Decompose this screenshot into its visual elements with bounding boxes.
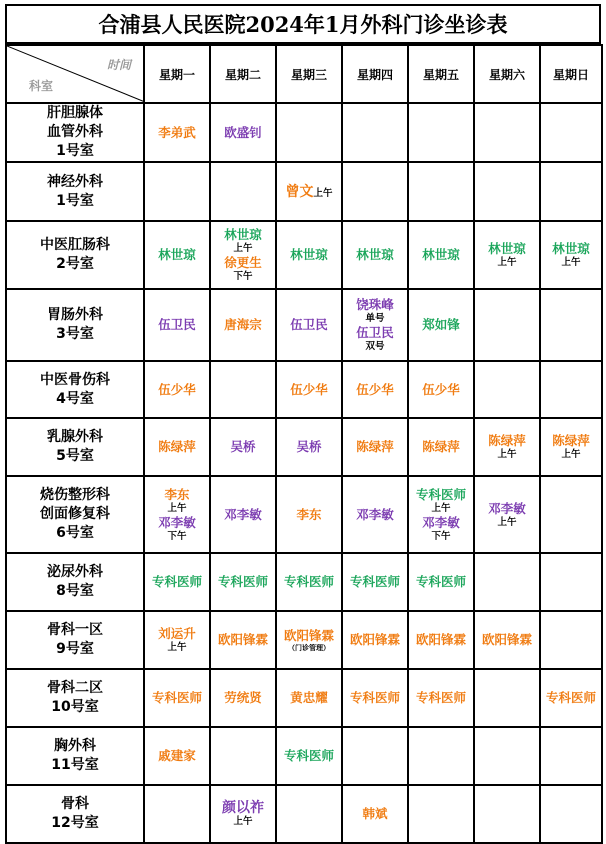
schedule-sheet [5, 4, 601, 834]
doctor-name-text: 专科医师 [283, 748, 334, 763]
table-row [6, 727, 602, 785]
schedule-cell [342, 361, 408, 418]
session-note: 上午 [313, 187, 333, 199]
schedule-cell [276, 289, 342, 361]
department-name-line: 肝胆腺体 [47, 105, 103, 121]
schedule-cell [474, 611, 540, 669]
doctor-name [145, 317, 209, 333]
schedule-cell [408, 785, 474, 843]
day-header: 星期三 [276, 45, 342, 103]
department-name-line: 6号室 [56, 525, 94, 541]
schedule-cell [408, 476, 474, 553]
doctor-name-text: 陈绿萍 [488, 433, 526, 448]
doctor-name-text: 伍少华 [422, 381, 460, 397]
doctor-name [343, 297, 407, 313]
doctor-name [211, 690, 275, 706]
doctor-name-text: 李弟武 [158, 124, 196, 140]
day-header: 星期四 [342, 45, 408, 103]
department-name-line: 神经外科 [47, 173, 103, 190]
table-row [6, 162, 602, 221]
session-note: 下午 [233, 271, 253, 282]
doctor-name [475, 241, 539, 257]
session-note: 上午 [497, 449, 517, 460]
schedule-cell [276, 611, 342, 669]
schedule-cell [276, 727, 342, 785]
doctor-name [409, 574, 473, 590]
table-row [6, 611, 602, 669]
doctor-name-text: 专科医师 [283, 574, 334, 589]
day-header: 星期五 [408, 45, 474, 103]
department-name-line: 1号室 [56, 143, 94, 159]
doctor-name [277, 382, 341, 398]
schedule-cell [474, 476, 540, 553]
doctor-name-text: 刘运升 [158, 626, 196, 641]
doctor-name-text: 黄忠耀 [290, 690, 328, 705]
schedule-cell [540, 289, 602, 361]
doctor-name [145, 382, 209, 398]
schedule-cell [210, 361, 276, 418]
table-row [6, 418, 602, 476]
doctor-name [145, 487, 209, 503]
doctor-name-text: 欧阳锋霖 [283, 627, 334, 643]
schedule-cell [342, 476, 408, 553]
doctor-name [211, 439, 275, 455]
schedule-cell [342, 418, 408, 476]
doctor-name [343, 325, 407, 341]
schedule-cell [210, 289, 276, 361]
doctor-name-text: 专科医师 [415, 574, 466, 589]
schedule-cell [276, 418, 342, 476]
doctor-name-text: 伍卫民 [290, 317, 328, 332]
diagonal-line [7, 46, 144, 102]
doctor-name [409, 487, 473, 503]
department-cell [6, 611, 144, 669]
schedule-cell [210, 418, 276, 476]
department-cell [6, 785, 144, 843]
schedule-cell [276, 103, 342, 162]
schedule-cell [408, 103, 474, 162]
schedule-cell [144, 361, 210, 418]
schedule-cell [276, 785, 342, 843]
doctor-name-text: 专科医师 [545, 690, 596, 705]
schedule-cell [144, 221, 210, 289]
doctor-name-text: 伍卫民 [356, 325, 394, 340]
department-cell [6, 103, 144, 162]
doctor-name-text: 林世琼 [422, 247, 460, 262]
doctor-name-text: 专科医师 [349, 574, 400, 589]
doctor-name-text: 陈绿萍 [356, 439, 394, 454]
doctor-name [475, 501, 539, 517]
doctor-name-text: 专科医师 [349, 690, 400, 705]
session-note: 上午 [167, 642, 187, 653]
doctor-name-text: 邓李敏 [356, 506, 394, 522]
department-cell [6, 289, 144, 361]
doctor-name-text: 伍少华 [356, 381, 394, 397]
schedule-cell [474, 103, 540, 162]
doctor-name-text: 邓李敏 [224, 506, 262, 522]
doctor-name-text: 陈绿萍 [552, 433, 590, 448]
page-title: 合浦县人民医院2024年1月外科门诊坐诊表 [5, 4, 601, 44]
schedule-cell [144, 289, 210, 361]
doctor-name-text: 陈绿萍 [158, 439, 196, 454]
doctor-name [145, 690, 209, 706]
doctor-name-text: 邓李敏 [422, 514, 460, 530]
doctor-name [211, 255, 275, 271]
schedule-cell [144, 476, 210, 553]
table-row [6, 553, 602, 611]
doctor-name [211, 227, 275, 243]
doctor-name [409, 690, 473, 706]
schedule-cell [474, 785, 540, 843]
doctor-name [145, 748, 209, 764]
doctor-name-text: 伍少华 [158, 381, 196, 397]
doctor-name [343, 806, 407, 822]
session-note: 双号 [365, 341, 385, 352]
schedule-cell [540, 103, 602, 162]
department-name-line: 泌尿外科 [47, 564, 103, 580]
schedule-cell [144, 669, 210, 727]
schedule-cell [342, 611, 408, 669]
department-name-line: 骨科一区 [47, 622, 103, 638]
department-cell [6, 418, 144, 476]
doctor-name [475, 433, 539, 449]
schedule-cell [144, 785, 210, 843]
session-note: 上午 [233, 816, 253, 827]
department-cell [6, 727, 144, 785]
schedule-cell [474, 221, 540, 289]
department-name-line: 血管外科 [47, 124, 103, 140]
schedule-cell [210, 221, 276, 289]
schedule-cell [342, 289, 408, 361]
schedule-cell [210, 669, 276, 727]
doctor-name-text: 曾文 [285, 183, 314, 200]
corner-header-cell [6, 45, 144, 103]
doctor-name-text: 吴桥 [296, 439, 322, 454]
dept-label: 科室 [29, 79, 54, 93]
doctor-name [145, 439, 209, 455]
doctor-name-text: 欧阳锋霖 [481, 632, 532, 647]
schedule-cell [408, 221, 474, 289]
schedule-cell [342, 162, 408, 221]
doctor-name-text: 徐更生 [224, 255, 262, 270]
doctor-name-text: 韩斌 [362, 806, 388, 821]
doctor-name [343, 507, 407, 523]
doctor-name-text: 伍少华 [290, 381, 328, 397]
department-name-line: 胸外科 [54, 738, 96, 754]
doctor-name [211, 800, 275, 816]
doctor-name [343, 632, 407, 648]
doctor-name-text: 戚建家 [158, 748, 196, 763]
schedule-cell [540, 727, 602, 785]
table-row [6, 221, 602, 289]
day-header: 星期一 [144, 45, 210, 103]
doctor-name-text: 吴桥 [230, 439, 256, 454]
session-note: 上午 [561, 449, 581, 460]
day-header: 星期日 [540, 45, 602, 103]
schedule-cell [276, 162, 342, 221]
doctor-name [541, 433, 601, 449]
schedule-cell [540, 611, 602, 669]
doctor-name [343, 690, 407, 706]
schedule-cell [408, 418, 474, 476]
doctor-name-text: 李东 [164, 486, 190, 502]
department-name-line: 创面修复科 [40, 506, 110, 522]
doctor-name [145, 626, 209, 642]
schedule-cell [540, 553, 602, 611]
doctor-name [343, 439, 407, 455]
schedule-cell [408, 727, 474, 785]
doctor-name [409, 317, 473, 333]
doctor-name [409, 382, 473, 398]
doctor-name [541, 690, 601, 706]
department-name-line: 3号室 [56, 326, 94, 342]
header-row [6, 45, 602, 103]
schedule-cell [474, 418, 540, 476]
department-cell [6, 162, 144, 221]
doctor-name-text: 专科医师 [415, 690, 466, 705]
schedule-cell [408, 553, 474, 611]
session-note: 上午 [497, 257, 517, 268]
schedule-cell [540, 221, 602, 289]
table-row [6, 669, 602, 727]
doctor-name-text: 专科医师 [151, 574, 202, 589]
schedule-cell [408, 361, 474, 418]
department-name-line: 骨科 [61, 796, 89, 812]
doctor-name-text: 颜以祚 [222, 800, 264, 816]
schedule-cell [342, 103, 408, 162]
schedule-cell [276, 669, 342, 727]
doctor-name-text: 林世琼 [224, 227, 262, 242]
schedule-cell [144, 103, 210, 162]
schedule-cell [540, 162, 602, 221]
doctor-name-text: 郑如锋 [422, 317, 460, 332]
doctor-name [277, 748, 341, 764]
schedule-cell [144, 418, 210, 476]
doctor-name-text: 伍卫民 [158, 317, 196, 332]
table-row [6, 289, 602, 361]
department-name-line: 8号室 [56, 583, 94, 599]
schedule-cell [474, 553, 540, 611]
session-note: 上午 [233, 243, 253, 254]
doctor-name [145, 247, 209, 263]
doctor-name-text: 欧阳锋霖 [217, 632, 268, 647]
table-row [6, 785, 602, 843]
doctor-name-text: 专科医师 [151, 690, 202, 705]
schedule-cell [408, 611, 474, 669]
doctor-name-text: 欧盛钊 [224, 124, 262, 140]
schedule-cell [540, 476, 602, 553]
department-name-line: 2号室 [56, 256, 94, 272]
department-name-line: 乳腺外科 [47, 429, 103, 445]
schedule-cell [474, 361, 540, 418]
doctor-name [145, 125, 209, 141]
doctor-name [277, 247, 341, 263]
department-cell [6, 476, 144, 553]
schedule-cell [342, 553, 408, 611]
schedule-cell [540, 361, 602, 418]
doctor-name [343, 247, 407, 263]
schedule-cell [210, 553, 276, 611]
doctor-name [145, 515, 209, 531]
session-note: 下午 [167, 530, 187, 542]
clinic-note: （门诊管理） [288, 643, 330, 652]
doctor-name-text: 专科医师 [415, 486, 466, 502]
doctor-name [211, 125, 275, 141]
schedule-cell [210, 103, 276, 162]
department-name-line: 4号室 [56, 390, 94, 407]
schedule-cell [474, 162, 540, 221]
schedule-cell [540, 418, 602, 476]
doctor-name [409, 515, 473, 531]
doctor-name-text: 林世琼 [356, 247, 394, 262]
department-name-line: 中医骨伤科 [40, 371, 110, 388]
doctor-name-text: 李东 [296, 506, 322, 522]
department-name-line: 胃肠外科 [47, 307, 103, 323]
department-name-line: 9号室 [56, 641, 94, 657]
session-note: 单号 [365, 313, 385, 324]
schedule-cell [540, 785, 602, 843]
department-name-line: 10号室 [51, 699, 99, 715]
schedule-cell [210, 611, 276, 669]
schedule-cell [276, 553, 342, 611]
schedule-cell [210, 727, 276, 785]
department-name-line: 1号室 [56, 192, 94, 209]
department-name-line: 中医肛肠科 [40, 237, 110, 253]
session-note: 上午 [167, 502, 187, 514]
department-cell [6, 669, 144, 727]
department-name-line: 烧伤整形科 [40, 487, 110, 503]
doctor-name [409, 439, 473, 455]
department-cell [6, 361, 144, 418]
doctor-name-text: 专科医师 [217, 574, 268, 589]
day-header: 星期二 [210, 45, 276, 103]
schedule-cell [540, 669, 602, 727]
doctor-name [145, 574, 209, 590]
doctor-name-text: 林世琼 [552, 241, 590, 256]
schedule-cell [210, 476, 276, 553]
doctor-name [475, 632, 539, 648]
schedule-cell [210, 162, 276, 221]
doctor-name-text: 欧阳锋霖 [349, 632, 400, 647]
schedule-cell [408, 289, 474, 361]
schedule-cell [474, 669, 540, 727]
department-name-line: 11号室 [51, 757, 99, 773]
doctor-name [343, 574, 407, 590]
department-name-line: 5号室 [56, 448, 94, 464]
doctor-name [211, 317, 275, 333]
doctor-name [277, 628, 341, 644]
schedule-cell [144, 553, 210, 611]
doctor-name [277, 439, 341, 455]
doctor-name [277, 690, 341, 706]
schedule-cell [144, 162, 210, 221]
session-note: 下午 [431, 530, 451, 542]
schedule-cell [276, 476, 342, 553]
session-note: 上午 [431, 502, 451, 514]
day-header: 星期六 [474, 45, 540, 103]
department-cell [6, 221, 144, 289]
doctor-name-text: 陈绿萍 [422, 439, 460, 454]
doctor-name [211, 507, 275, 523]
schedule-cell [408, 669, 474, 727]
doctor-name [409, 247, 473, 263]
doctor-name-text: 欧阳锋霖 [415, 632, 466, 647]
schedule-cell [342, 727, 408, 785]
doctor-name-text: 饶珠峰 [356, 297, 394, 312]
session-note: 上午 [561, 257, 581, 268]
doctor-name [277, 507, 341, 523]
schedule-table [5, 44, 603, 844]
department-name-line: 骨科二区 [47, 680, 103, 696]
schedule-cell [144, 727, 210, 785]
doctor-name-text: 劳统贤 [224, 690, 262, 705]
schedule-cell [342, 785, 408, 843]
doctor-name [409, 632, 473, 648]
department-name-line: 12号室 [51, 815, 99, 831]
doctor-name-text: 林世琼 [158, 247, 196, 262]
session-note: 上午 [497, 516, 517, 528]
doctor-name-text: 邓李敏 [158, 514, 196, 530]
table-row [6, 361, 602, 418]
doctor-name [277, 184, 341, 200]
schedule-cell [474, 727, 540, 785]
doctor-name-text: 林世琼 [290, 247, 328, 262]
schedule-cell [276, 221, 342, 289]
doctor-name [211, 632, 275, 648]
department-cell [6, 553, 144, 611]
doctor-name [277, 574, 341, 590]
table-row [6, 103, 602, 162]
doctor-name-text: 林世琼 [488, 241, 526, 256]
schedule-body [6, 103, 602, 843]
doctor-name [343, 382, 407, 398]
schedule-cell [342, 221, 408, 289]
schedule-cell [210, 785, 276, 843]
schedule-cell [276, 361, 342, 418]
doctor-name [211, 574, 275, 590]
doctor-name-text: 唐海宗 [224, 317, 262, 332]
doctor-name [541, 241, 601, 257]
schedule-cell [474, 289, 540, 361]
table-row [6, 476, 602, 553]
schedule-cell [144, 611, 210, 669]
schedule-cell [408, 162, 474, 221]
doctor-name-text: 邓李敏 [488, 500, 526, 516]
time-label: 时间 [106, 58, 131, 72]
doctor-name [277, 317, 341, 333]
schedule-cell [342, 669, 408, 727]
